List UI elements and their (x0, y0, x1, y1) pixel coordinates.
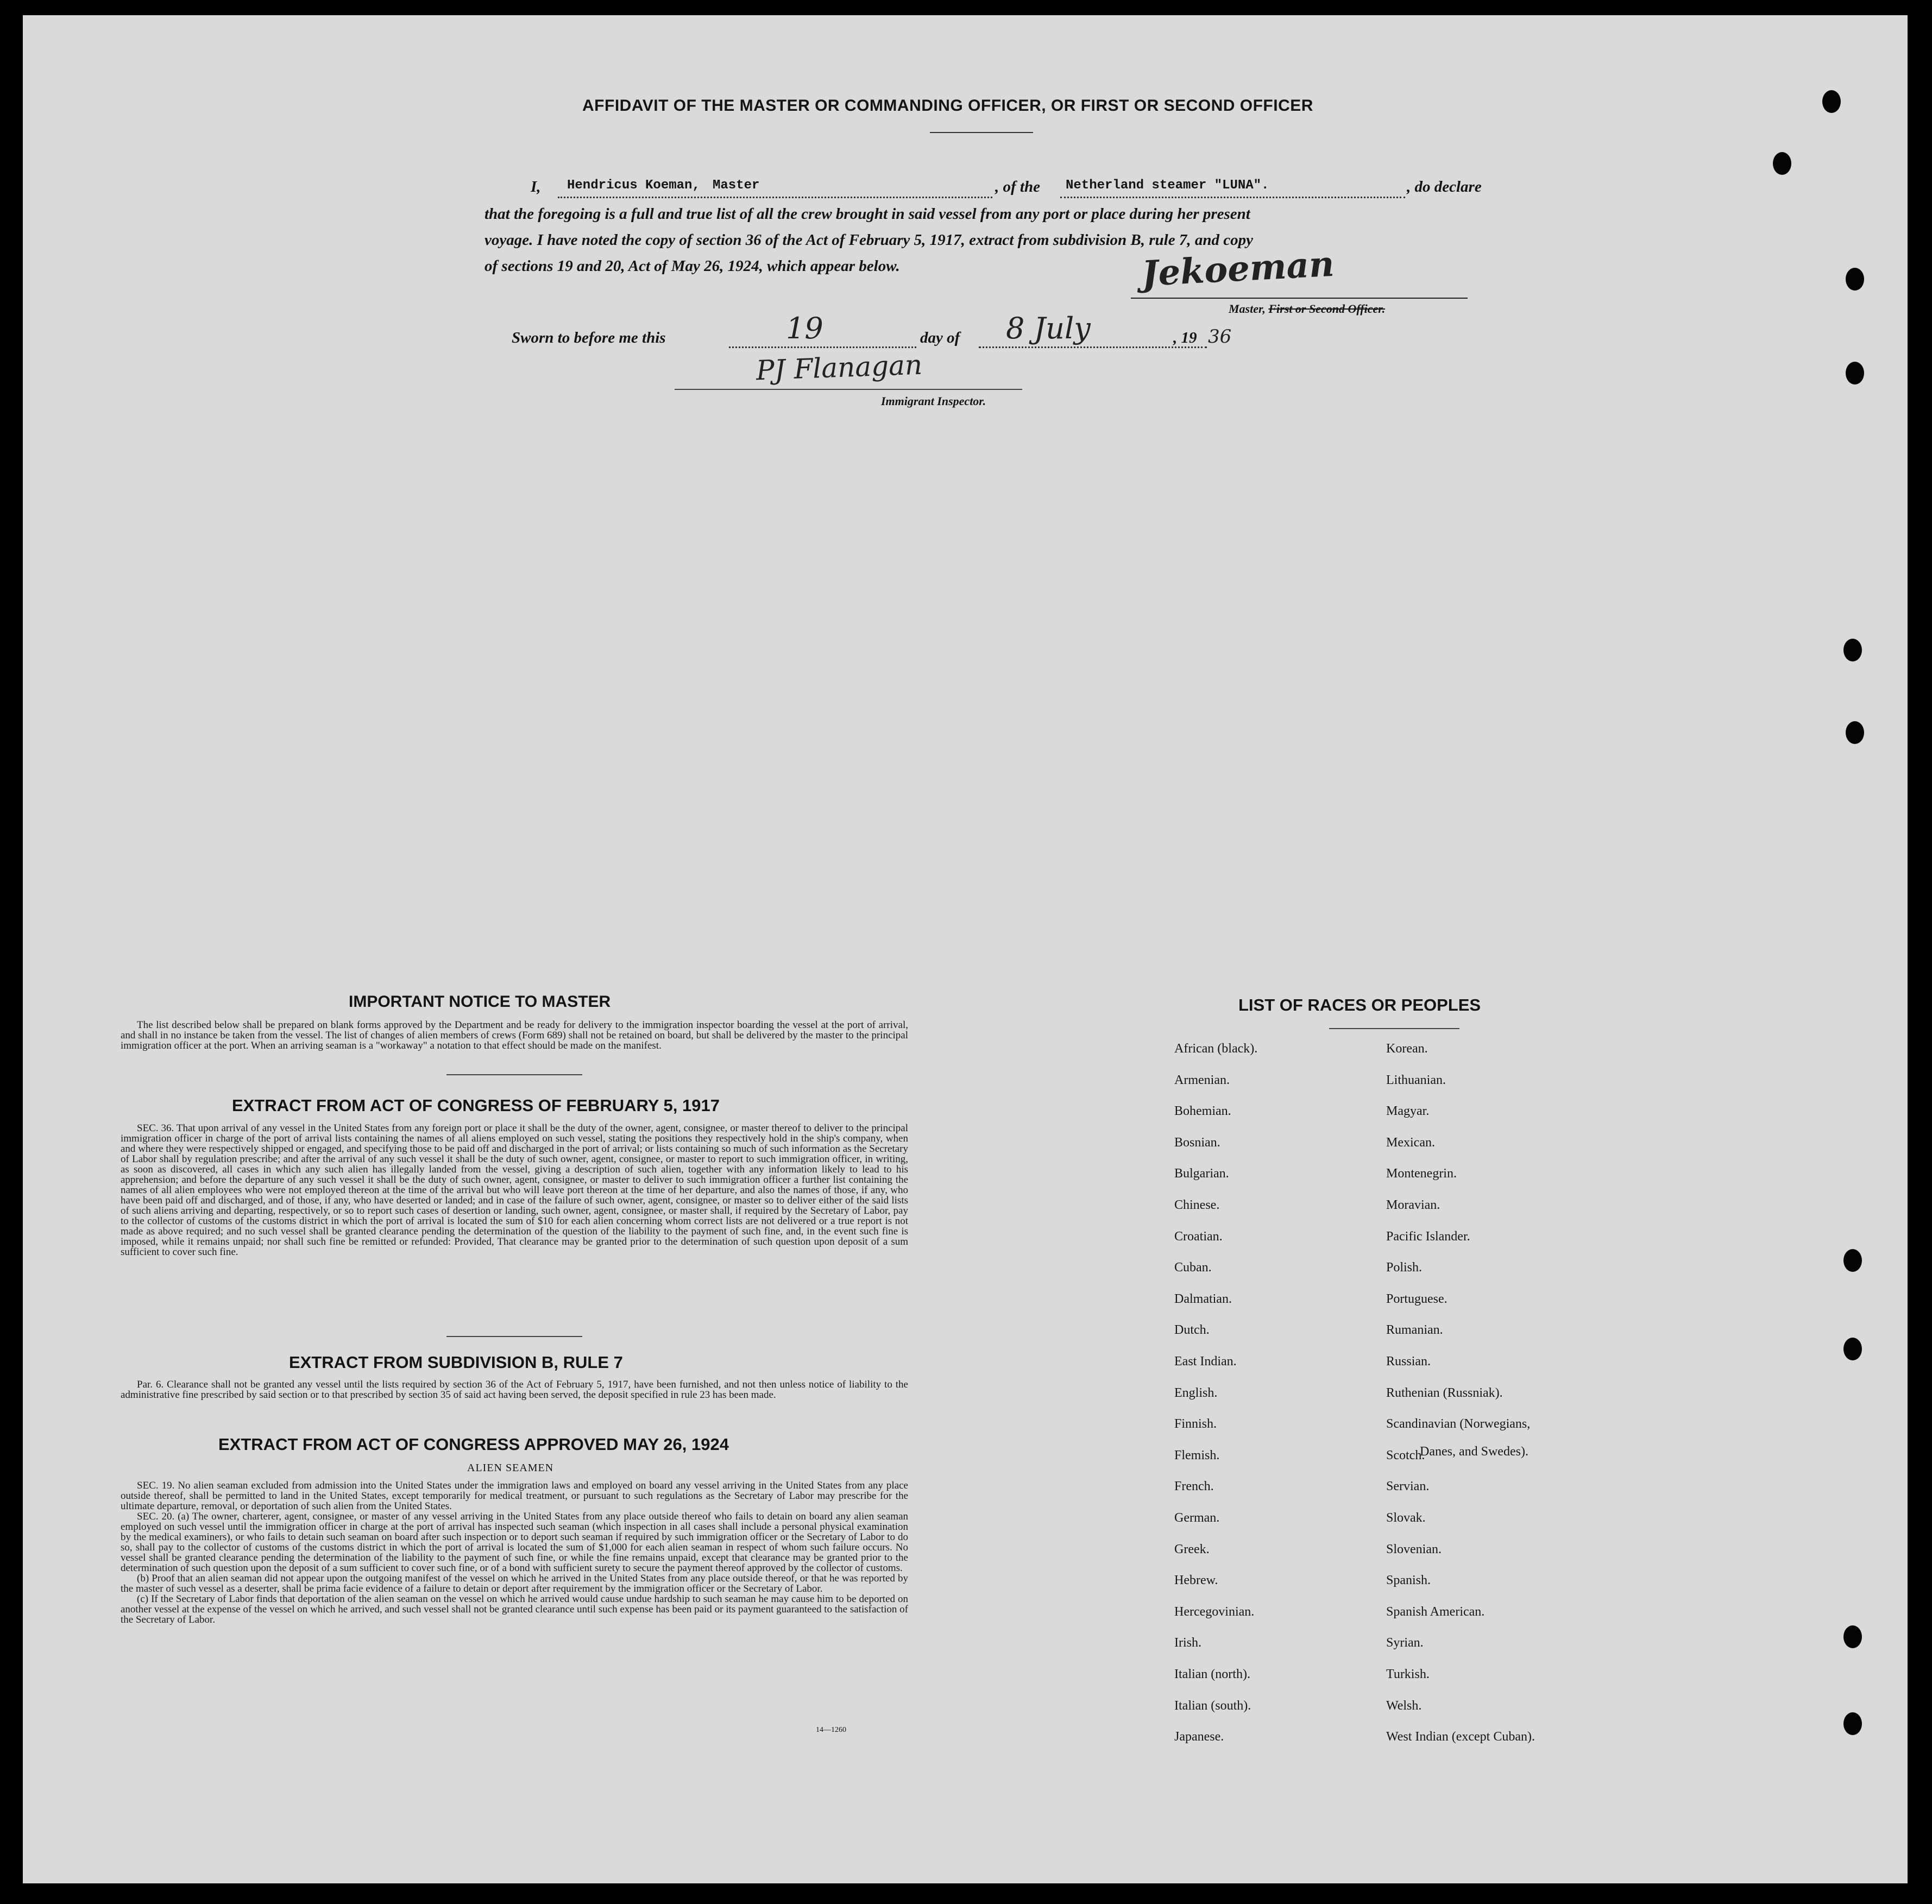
act1924-title: EXTRACT FROM ACT OF CONGRESS APPROVED MAY 26, 1924 (218, 1435, 729, 1454)
divider (930, 132, 1033, 133)
signature-line (1131, 298, 1468, 299)
race-item: Montenegrin. (1386, 1167, 1457, 1181)
affidavit-i: I, (531, 178, 541, 196)
punch-hole (1843, 1249, 1862, 1272)
race-item: Bulgarian. (1174, 1167, 1229, 1181)
race-item: Armenian. (1174, 1073, 1230, 1087)
race-item: Servian. (1386, 1479, 1430, 1494)
race-item: Irish. (1174, 1636, 1201, 1650)
race-item: Lithuanian. (1386, 1073, 1446, 1087)
officer-caption (1229, 302, 1385, 316)
punch-hole (1843, 1625, 1862, 1648)
day-field-line (729, 346, 916, 348)
act1924-sec20c: (c) If the Secretary of Labor finds that deportation of the alien seaman on the vessel on which he arrived would cause undue hardship to such seaman he may cause him to be deported on another vessel at the expense of the vessel on which he arrived, and such vessel shall not be granted clearance until such expense has been paid or its payment guaranteed to the satisfaction of the Secretary of Labor. (121, 1593, 908, 1625)
divider (446, 1074, 582, 1075)
act1924-sec20a: SEC. 20. (a) The owner, charterer, agent, consignee, or master of any vessel arriving in the United States from any place outside thereof who fails to detain on board any alien seaman employed on such vessel until the immigration officer in charge at the port of arrival has inspected such seaman (which inspection in all cases shall include a personal physical examination by the medical examiners), or who fails to detain such seaman on board after such inspection or to deport such seaman if required by such immigration officer or the Secretary of Labor to do so, shall pay to the collector of customs of the customs district in which the port of arrival is located the sum of $1,000 for each alien seaman in respect of whom such failure occurs. No vessel shall be granted clearance pending the determination of the liability to the payment of such fine, or while the fine remains unpaid, except that clearance may be granted prior to the determination of such question upon the deposit of a sum sufficient to cover such fine, or of a bond with sufficient surety to secure the payment thereof approved by the collector of customs. (121, 1511, 908, 1574)
notice-paragraph: The list described below shall be prepared on blank forms approved by the Department and be ready for delivery to the immigration inspector boarding the vessel at the port of arrival, and shall in no instance be taken from the vessel. The list of changes of alien members of crews (Form 689) shall not be retained on board, but shall be delivered by the master to the principal immigration officer at the port. When an arriving seaman is a "workaway" a notation to that effect should be made on the manifest. (121, 1019, 908, 1051)
inspector-caption: Immigrant Inspector. (881, 394, 986, 408)
race-item: Scandinavian (Norwegians, (1386, 1417, 1531, 1432)
race-item: African (black). (1174, 1042, 1258, 1056)
affidavit-line3: voyage. I have noted the copy of section 36 of the Act of February 5, 1917, extract from subdivision B, rule 7, and copy (484, 231, 1253, 249)
year-prefix: , 19 (1173, 329, 1197, 346)
punch-hole (1846, 721, 1864, 744)
race-item: Bosnian. (1174, 1135, 1220, 1150)
do-declare-label: , do declare (1407, 178, 1482, 196)
race-item: Rumanian. (1386, 1323, 1443, 1338)
divider (446, 1336, 582, 1337)
affidavit-line4: of sections 19 and 20, Act of May 26, 1924, which appear below. (484, 257, 900, 275)
race-item: Spanish. (1386, 1573, 1431, 1588)
sworn-month-value: 8 July (1006, 311, 1091, 345)
race-item: Dalmatian. (1174, 1291, 1232, 1306)
vessel-field-line (1060, 197, 1405, 198)
inspector-signature: PJ Flanagan (756, 349, 923, 387)
race-item: Turkish. (1386, 1667, 1430, 1681)
month-field-line (979, 346, 1207, 348)
race-item: Hebrew. (1174, 1573, 1218, 1588)
sworn-label: Sworn to before me this (512, 329, 666, 346)
form-number: 14—1260 (816, 1726, 846, 1734)
race-item: Moravian. (1386, 1198, 1440, 1212)
officer-caption-struck: First or Second Officer. (1268, 302, 1386, 316)
punch-hole (1822, 90, 1841, 113)
punch-hole (1843, 639, 1862, 661)
race-item: Croatian. (1174, 1229, 1223, 1244)
act1924-text (121, 1480, 908, 1625)
race-item: Flemish. (1174, 1448, 1220, 1462)
race-item: Magyar. (1386, 1104, 1430, 1119)
race-item: Korean. (1386, 1042, 1428, 1056)
race-item: Russian. (1386, 1354, 1431, 1369)
race-item: Slovak. (1386, 1511, 1426, 1525)
master-name-value: Hendricus Koeman, (567, 178, 700, 193)
officer-caption-master: Master, (1229, 302, 1266, 316)
race-item: Greek. (1174, 1542, 1210, 1556)
punch-hole (1843, 1338, 1862, 1360)
race-item: Syrian. (1386, 1636, 1424, 1650)
race-item: Finnish. (1174, 1417, 1217, 1432)
race-item: Chinese. (1174, 1198, 1220, 1212)
race-item: Scotch. (1386, 1448, 1425, 1462)
punch-hole (1843, 1712, 1862, 1735)
race-item: Dutch. (1174, 1323, 1210, 1338)
race-item: Pacific Islander. (1386, 1229, 1470, 1244)
race-item: Portuguese. (1386, 1291, 1448, 1306)
rule7-text (121, 1379, 908, 1400)
punch-hole (1846, 268, 1864, 291)
affidavit-title: AFFIDAVIT OF THE MASTER OR COMMANDING OFFICER, OR FIRST OR SECOND OFFICER (582, 97, 1313, 115)
rank-value: Master (713, 178, 760, 193)
day-of-label: day of (920, 329, 960, 346)
race-item: French. (1174, 1479, 1214, 1494)
race-item: Polish. (1386, 1260, 1423, 1275)
races-title: LIST OF RACES OR PEOPLES (1238, 995, 1481, 1014)
race-item: Mexican. (1386, 1135, 1435, 1150)
affidavit-line2: that the foregoing is a full and true list of all the crew brought in said vessel from any port or place during her present (484, 205, 1250, 223)
race-item: Bohemian. (1174, 1104, 1231, 1119)
punch-hole (1846, 362, 1864, 384)
race-item: East Indian. (1174, 1354, 1237, 1369)
race-item: Italian (south). (1174, 1698, 1251, 1713)
punch-hole (1773, 152, 1791, 175)
race-item: English. (1174, 1385, 1218, 1400)
sworn-day-value: 19 (786, 311, 823, 345)
race-item-continuation: Danes, and Swedes). (1420, 1445, 1528, 1459)
name-field-line (558, 197, 992, 198)
race-item: Slovenian. (1386, 1542, 1442, 1556)
race-item: Spanish American. (1386, 1604, 1485, 1619)
race-item: Cuban. (1174, 1260, 1212, 1275)
race-item: West Indian (except Cuban). (1386, 1730, 1535, 1744)
race-item: German. (1174, 1511, 1220, 1525)
race-item: Italian (north). (1174, 1667, 1250, 1681)
divider (1329, 1028, 1459, 1029)
vessel-value: Netherland steamer "LUNA". (1066, 178, 1269, 193)
master-signature: Jekoeman (1141, 243, 1336, 295)
act1917-title: EXTRACT FROM ACT OF CONGRESS OF FEBRUARY 5, 1917 (232, 1096, 720, 1115)
notice-text (121, 1020, 908, 1051)
act1917-text (121, 1123, 908, 1257)
act1924-sec20b: (b) Proof that an alien seaman did not appear upon the outgoing manifest of the vessel on which he arrived in the United States from any place outside thereof, or that he was reported by the master of such vessel as a deserter, shall be prima facie evidence of a failure to detain or deport after requirement by the immigration officer or the Secretary of Labor. (121, 1573, 908, 1594)
race-item: Ruthenian (Russniak). (1386, 1385, 1503, 1400)
notice-title: IMPORTANT NOTICE TO MASTER (349, 993, 611, 1011)
rule7-paragraph: Par. 6. Clearance shall not be granted any vessel until the lists required by section 36 of the Act of February 5, 1917, have been furnished, and not then unless notice of liability to the administrative fine prescribed by said section or to that prescribed by section 35 of said act having been served, the deposit specified in rule 23 has been made. (121, 1379, 908, 1401)
race-item: Welsh. (1386, 1698, 1422, 1713)
race-item: Hercegovinian. (1174, 1604, 1255, 1619)
document-sheet (23, 15, 1908, 1883)
inspector-signature-line (675, 389, 1022, 390)
race-item: Japanese. (1174, 1730, 1224, 1744)
act1917-paragraph: SEC. 36. That upon arrival of any vessel in the United States from any foreign port or place it shall be the duty of the owner, agent, consignee, or master thereof to deliver to the principal immigration officer in charge of the port of arrival lists containing the names of all aliens employed on such vessel, stating the positions they respectively hold in the ship's company, when and where they were respectively shipped or engaged, and specifying those to be paid off and discharged in the port of arrival; or lists containing so much of such information as the Secretary of Labor shall by regulation prescribe; and after the arrival of any such vessel it shall be the duty of such owner, agent, consignee, or master to report to such immigration officer, in writing, as soon as discovered, all cases in which any such alien has illegally landed from the vessel, giving a description of such alien, together with any information likely to lead to his apprehension; and before the departure of any such vessel it shall be the duty of such owner, agent, consignee, or master to deliver to such immigration officer a further list containing the names of all alien employees who were not employed thereon at the time of the arrival but who will leave port thereon at the time of her departure, and also the names of those, if any, who have been paid off and discharged, and of those, if any, who have deserted or landed; and in case of the failure of such owner, agent, consignee, or master so to deliver either of the said lists of such aliens arriving and departing, respectively, or so to report such cases of desertion or landing, such owner, agent, consignee, or master shall, if required by the Secretary of Labor, pay to the collector of customs of the customs district in which the port of arrival is located the sum of $10 for each alien concerning whom correct lists are not delivered or a true report is not made as above required; and no such vessel shall be granted clearance pending the determination of the question of the liability to the payment of such fine, and, in the event such fine is imposed, while it remains unpaid; nor shall such fine be remitted or refunded: Provided, That clearance may be granted prior to the determination of such question upon deposit of a sum sufficient to cover such fine. (121, 1123, 908, 1258)
sworn-year-value: 36 (1208, 326, 1232, 348)
rule7-title: EXTRACT FROM SUBDIVISION B, RULE 7 (289, 1353, 623, 1372)
act1924-subtitle: ALIEN SEAMEN (467, 1462, 554, 1474)
act1924-sec19: SEC. 19. No alien seaman excluded from admission into the United States under the immigration laws and employed on board any vessel arriving in the United States from any place outside thereof, shall be permitted to land in the United States, except temporarily for medical treatment, or pursuant to such regulations as the Secretary of Labor may prescribe for the ultimate departure, removal, or deportation of such alien from the United States. (121, 1480, 908, 1512)
of-the-label: , of the (995, 178, 1040, 196)
